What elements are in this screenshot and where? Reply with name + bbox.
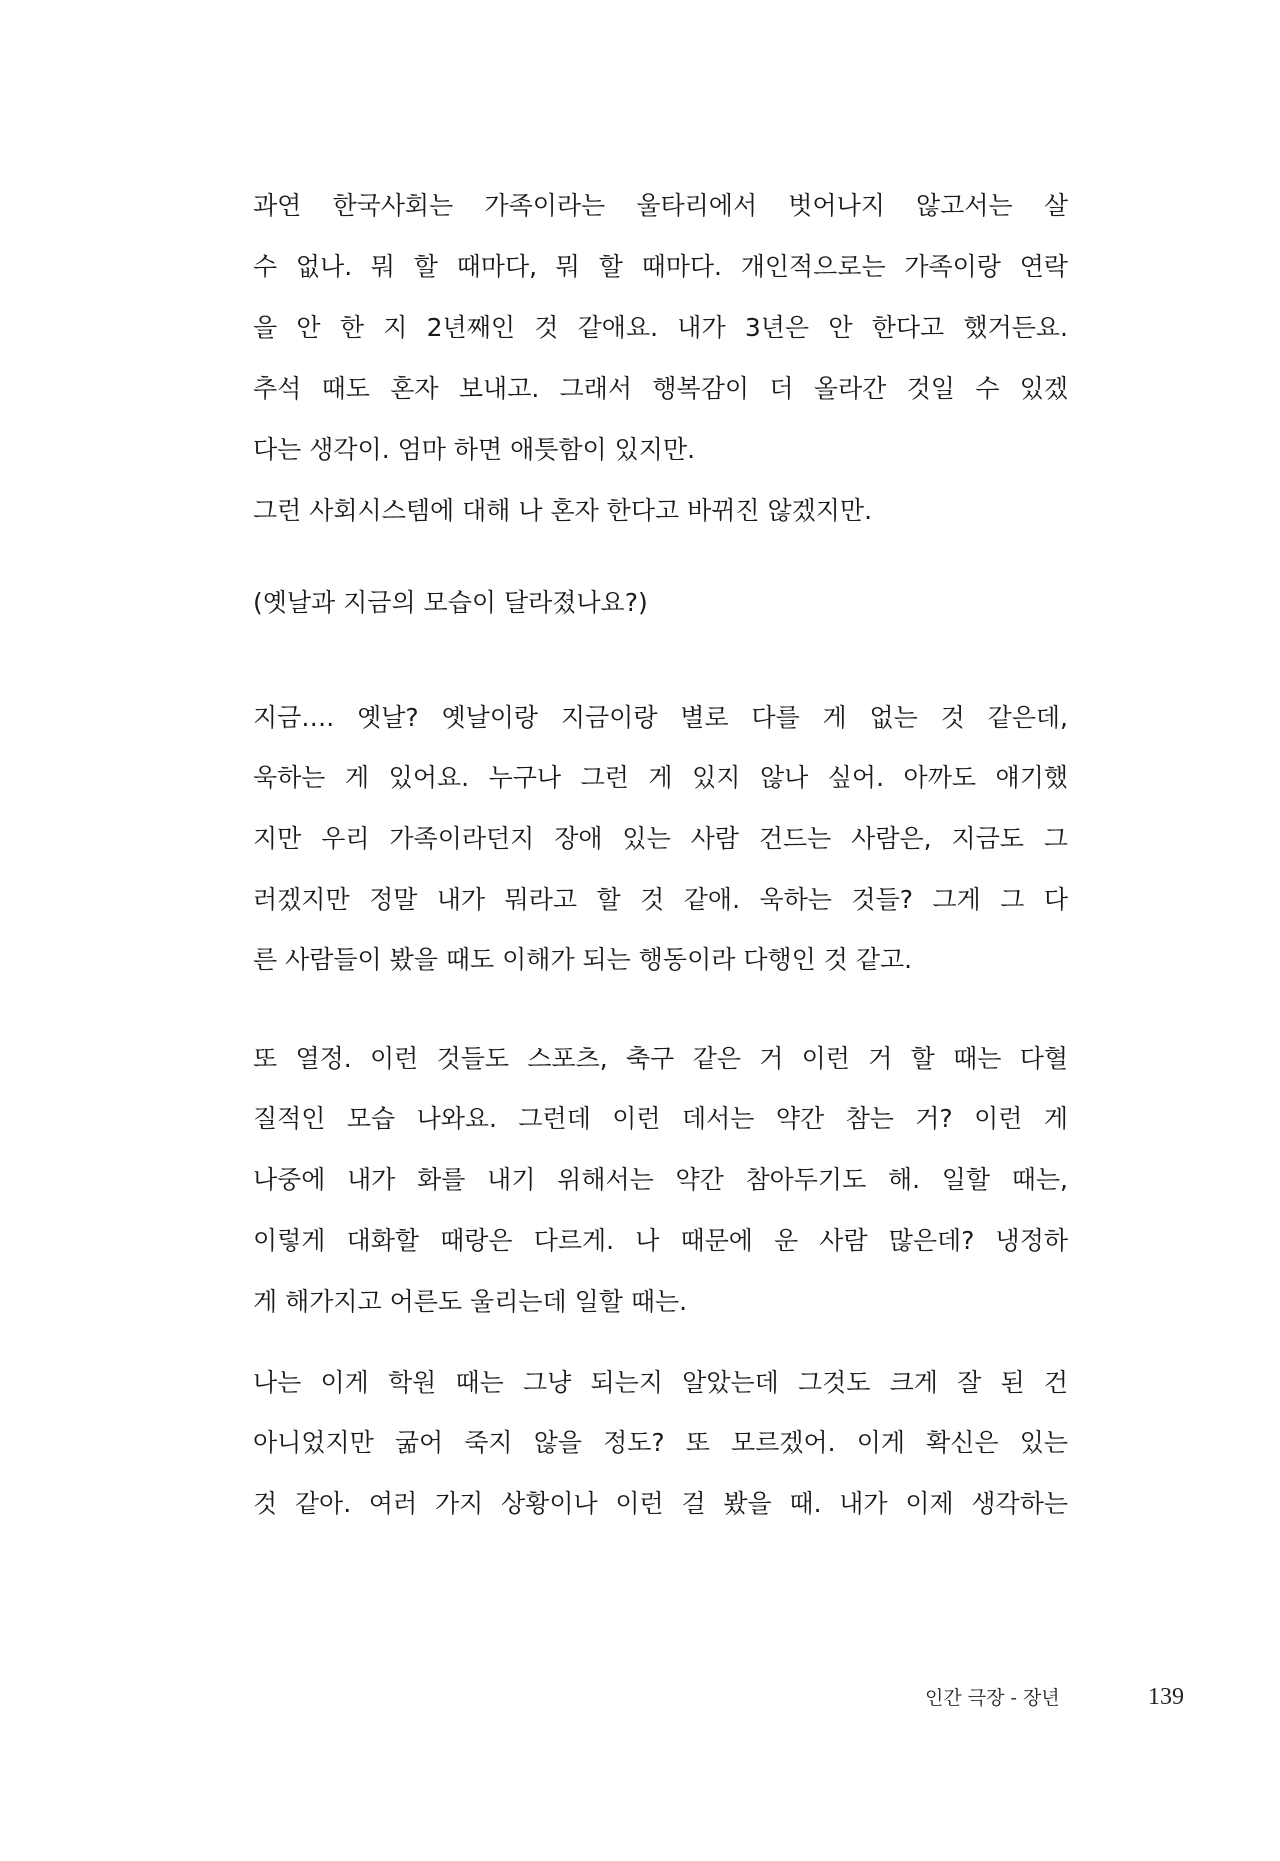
paragraph-2-line-3: 지만 우리 가족이라던지 장애 있는 사람 건드는 사람은, 지금도 그 [253, 824, 1068, 853]
paragraph-4-line-2: 아니었지만 굶어 죽지 않을 정도? 또 모르겠어. 이게 확신은 있는 [253, 1428, 1068, 1457]
paragraph-3-line-2: 질적인 모습 나와요. 그런데 이런 데서는 약간 참는 거? 이런 게 [253, 1104, 1068, 1133]
running-footer-book-title: 인간 극장 - 장년 [925, 1687, 1060, 1709]
paragraph-2-line-2: 욱하는 게 있어요. 누구나 그런 게 있지 않나 싶어. 아까도 얘기했 [253, 763, 1068, 792]
paragraph-1-line-5: 다는 생각이. 엄마 하면 애틋함이 있지만. [253, 435, 696, 464]
paragraph-4-line-3: 것 같아. 여러 가지 상황이나 이런 걸 봤을 때. 내가 이제 생각하는 [253, 1489, 1068, 1518]
interview-question: (옛날과 지금의 모습이 달라졌나요?) [253, 588, 648, 617]
paragraph-4-line-1: 나는 이게 학원 때는 그냥 되는지 알았는데 그것도 크게 잘 된 건 [253, 1368, 1068, 1397]
paragraph-1-line-1: 과연 한국사회는 가족이라는 울타리에서 벗어나지 않고서는 살 [253, 191, 1068, 220]
paragraph-2-line-5: 른 사람들이 봤을 때도 이해가 되는 행동이라 다행인 것 같고. [253, 945, 913, 974]
paragraph-1-line-4: 추석 때도 혼자 보내고. 그래서 행복감이 더 올라간 것일 수 있겠 [253, 374, 1068, 403]
paragraph-3-line-4: 이렇게 대화할 때랑은 다르게. 나 때문에 운 사람 많은데? 냉정하 [253, 1226, 1068, 1255]
paragraph-2-line-1: 지금…. 옛날? 옛날이랑 지금이랑 별로 다를 게 없는 것 같은데, [253, 703, 1068, 732]
paragraph-3-line-3: 나중에 내가 화를 내기 위해서는 약간 참아두기도 해. 일할 때는, [253, 1165, 1068, 1194]
paragraph-2-line-4: 러겠지만 정말 내가 뭐라고 할 것 같애. 욱하는 것들? 그게 그 다 [253, 885, 1068, 914]
paragraph-3-line-5: 게 해가지고 어른도 울리는데 일할 때는. [253, 1287, 688, 1316]
page-number: 139 [1148, 1684, 1184, 1710]
paragraph-1-line-6: 그런 사회시스템에 대해 나 혼자 한다고 바뀌진 않겠지만. [253, 496, 873, 525]
paragraph-1-line-2: 수 없나. 뭐 할 때마다, 뭐 할 때마다. 개인적으로는 가족이랑 연락 [253, 252, 1068, 281]
paragraph-1-line-3: 을 안 한 지 2년째인 것 같애요. 내가 3년은 안 한다고 했거든요. [253, 313, 1068, 342]
paragraph-3-line-1: 또 열정. 이런 것들도 스포츠, 축구 같은 거 이런 거 할 때는 다혈 [253, 1044, 1068, 1073]
